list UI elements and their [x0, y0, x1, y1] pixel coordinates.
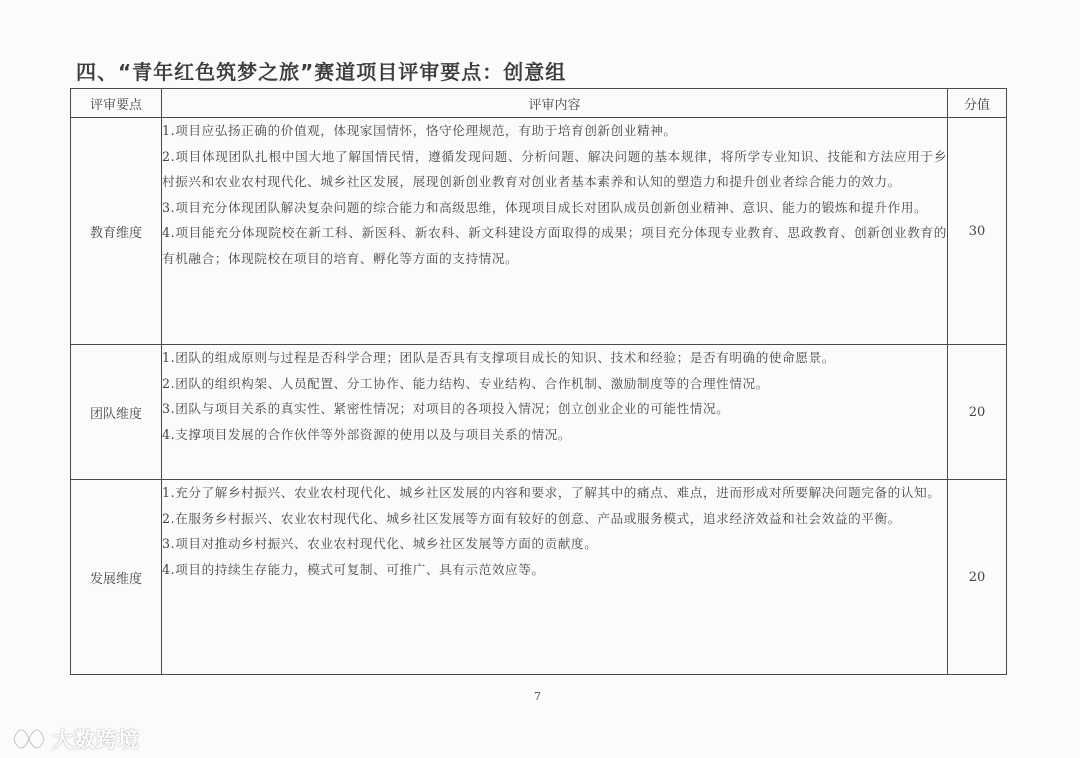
criterion-item: 4.项目能充分体现院校在新工科、新医科、新农科、新文科建设方面取得的成果；项目充分体现专业教育、思政教育、创新创业教育的有机融合；体现院校在项目的培育、孵化等方面的支持情况。 [162, 225, 947, 266]
criterion-item: 3.团队与项目关系的真实性、紧密性情况；对项目的各项投入情况；创立创业企业的可能性情况。 [162, 401, 730, 416]
criteria-table [70, 88, 1007, 675]
header-score: 分值 [948, 89, 1007, 118]
criterion-item: 1.项目应弘扬正确的价值观，体现家国情怀，恪守伦理规范，有助于培育创新创业精神。 [162, 123, 677, 138]
score-cell: 20 [948, 480, 1007, 675]
table-header-row [71, 89, 1007, 118]
aspect-cell: 教育维度 [71, 118, 162, 345]
criterion-item: 3.项目充分体现团队解决复杂问题的综合能力和高级思维，体现项目成长对团队成员创新创业精神、意识、能力的锻炼和提升作用。 [162, 199, 928, 215]
wechat-channel-icon [10, 725, 48, 753]
criterion-item: 2.团队的组织构架、人员配置、分工协作、能力结构、专业结构、合作机制、激励制度等的合理性情况。 [162, 375, 769, 391]
header-content: 评审内容 [162, 89, 948, 118]
watermark [10, 724, 140, 754]
content-cell [162, 480, 948, 675]
criterion-item: 4.项目的持续生存能力，模式可复制、可推广、具有示范效应等。 [162, 561, 545, 577]
score-cell: 20 [948, 345, 1007, 480]
page-title: 四、“青年红色筑梦之旅”赛道项目评审要点：创意组 [76, 60, 567, 84]
criterion-item: 2.在服务乡村振兴、农业农村现代化、城乡社区发展等方面有较好的创意、产品或服务模式，追求经济效益和社会效益的平衡。 [162, 510, 901, 526]
content-cell [162, 345, 948, 480]
table-row [71, 118, 1007, 345]
header-aspect: 评审要点 [71, 89, 162, 118]
content-cell [162, 118, 948, 345]
criterion-item: 1.团队的组成原则与过程是否科学合理；团队是否具有支撑项目成长的知识、技术和经验；是否有明确的使命愿景。 [162, 350, 835, 365]
page-number: 7 [534, 690, 541, 703]
criterion-item: 4.支撑项目发展的合作伙伴等外部资源的使用以及与项目关系的情况。 [162, 426, 572, 442]
criterion-item: 1.充分了解乡村振兴、农业农村现代化、城乡社区发展的内容和要求，了解其中的痛点、难点，进而形成对所要解决问题完备的认知。 [162, 485, 941, 500]
aspect-cell: 发展维度 [71, 480, 162, 675]
criterion-item: 3.项目对推动乡村振兴、农业农村现代化、城乡社区发展等方面的贡献度。 [162, 536, 598, 551]
table-row [71, 345, 1007, 480]
aspect-cell: 团队维度 [71, 345, 162, 480]
watermark-text: 大数跨境 [52, 728, 140, 752]
table-row [71, 480, 1007, 675]
criterion-item: 2.项目体现团队扎根中国大地了解国情民情，遵循发现问题、分析问题、解决问题的基本规律，将所学专业知识、技能和方法应用于乡村振兴和农业农村现代化、城乡社区发展，展现创新创业教育对创业者基本素养和认知的塑造力和提升创业者综合能力的效力。 [162, 148, 947, 189]
score-cell: 30 [948, 118, 1007, 345]
